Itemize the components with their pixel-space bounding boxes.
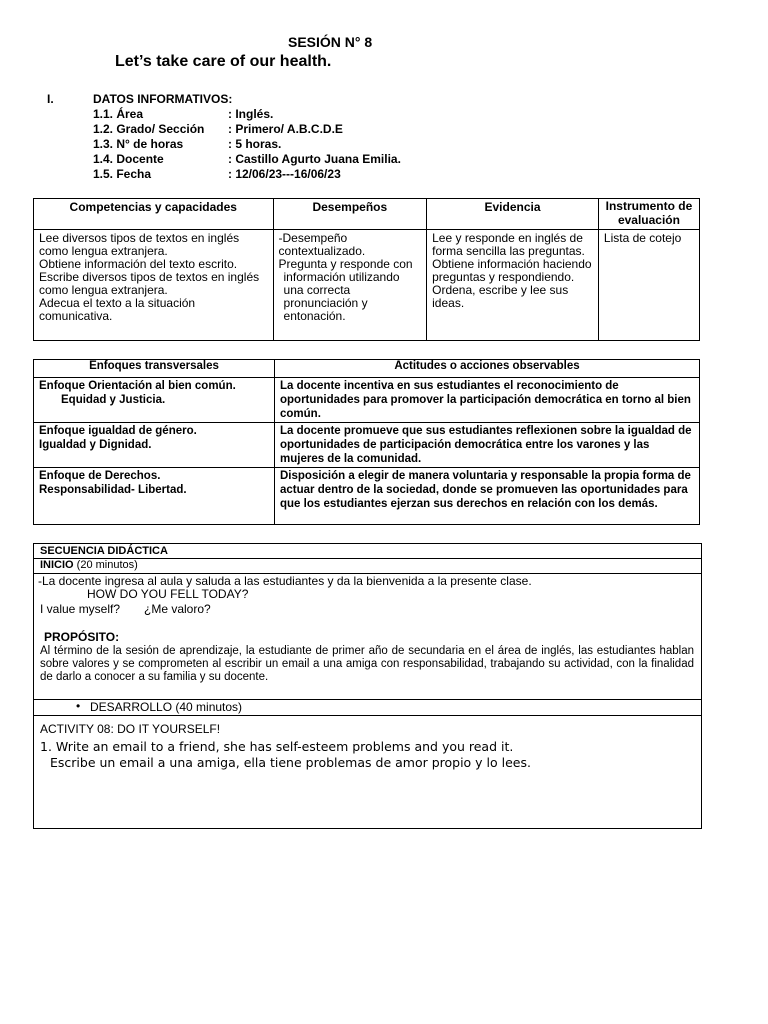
table-row	[34, 423, 700, 468]
enfoque-cell	[34, 423, 275, 468]
actitud-cell: La docente incentiva en sus estudiantes el reconocimiento de oportunidades para promover la participación democrática en torno al bien común.	[275, 378, 700, 423]
info-row-area	[93, 107, 274, 121]
competencia-item: Lee diversos tipos de textos en inglés como lengua extranjera.	[39, 231, 240, 258]
enfoque-value: Igualdad y Dignidad.	[39, 439, 152, 451]
competencias-cell	[34, 230, 274, 341]
inicio-time: (20 minutos)	[73, 559, 138, 571]
proposito-label: PROPÓSITO:	[44, 630, 120, 644]
info-label: 1.4. Docente	[93, 152, 164, 166]
desempeno-item: -Desempeño contextualizado.	[278, 231, 366, 258]
evidencia-item: Lee y responde en inglés de forma sencilla las preguntas.	[432, 231, 585, 258]
desempeno-item: Pregunta y responde con	[278, 257, 413, 271]
enfoque-name: Enfoque Orientación al bien común.	[39, 380, 236, 392]
info-value: : 12/06/23---16/06/23	[228, 167, 341, 181]
divider	[34, 715, 701, 716]
page-title: Let’s take care of our health.	[115, 53, 332, 70]
evidencia-cell	[427, 230, 599, 341]
value-en-text: I value myself?	[40, 602, 121, 616]
info-row-docente	[93, 152, 401, 166]
header-desempenos: Desempeños	[273, 199, 427, 230]
evidencia-item: Ordena, escribe y lee sus ideas.	[432, 283, 569, 310]
enfoque-cell	[34, 468, 275, 525]
secuencia-title: SECUENCIA DIDÁCTICA	[40, 545, 168, 557]
section-number: I.	[47, 92, 54, 106]
question-text: HOW DO YOU FELL TODAY?	[87, 587, 249, 601]
info-value: : Inglés.	[228, 107, 274, 121]
inicio-label: INICIO	[40, 559, 74, 571]
info-value: : Castillo Agurto Juana Emilia.	[228, 152, 401, 166]
info-label: 1.3. N° de horas	[93, 137, 184, 151]
table-row	[34, 230, 700, 341]
activity-instruction-en: 1. Write an email to a friend, she has self-esteem problems and you read it.	[40, 739, 514, 754]
desempenos-cell	[273, 230, 427, 341]
proposito-text: Al término de la sesión de aprendizaje, la estudiante de primer año de secundaria en el área de inglés, las estudiantes hablan sobre valores y se comprometen al escribir un email a una amiga con responsabilidad, trabajando su actividad, con la finalidad de darlo a conocer a su familia y su docente.	[40, 645, 694, 683]
enfoque-value: Equidad y Justicia.	[61, 394, 166, 406]
table-row	[34, 468, 700, 525]
info-label: 1.5. Fecha	[93, 167, 152, 181]
header-enfoques: Enfoques transversales	[34, 360, 275, 378]
section-title: DATOS INFORMATIVOS:	[93, 92, 233, 106]
session-title: SESIÓN N° 8	[288, 34, 373, 50]
enfoque-name: Enfoque igualdad de género.	[39, 425, 197, 437]
header-actitudes: Actitudes o acciones observables	[275, 360, 700, 378]
enfoque-value: Responsabilidad- Libertad.	[39, 484, 187, 496]
competencias-table	[33, 198, 700, 341]
activity-instruction-es: Escribe un email a una amiga, ella tiene problemas de amor propio y lo lees.	[50, 755, 531, 770]
bullet-icon: •	[76, 699, 81, 713]
competencia-item: Escribe diversos tipos de textos en inglés como lengua extranjera.	[39, 270, 260, 297]
enfoques-table	[33, 359, 700, 525]
actitud-cell: La docente promueve que sus estudiantes reflexionen sobre la igualdad de oportunidades de participación democrática entre los varones y las mujeres de la comunidad.	[275, 423, 700, 468]
desempeno-item: información utilizando una correcta pronunciación y entonación.	[283, 270, 400, 323]
info-row-horas	[93, 137, 282, 151]
info-label: 1.1. Área	[93, 107, 144, 121]
info-label: 1.2. Grado/ Sección	[93, 122, 205, 136]
enfoque-name: Enfoque de Derechos.	[39, 470, 161, 482]
info-row-grado	[93, 122, 343, 136]
value-es-text: ¿Me valoro?	[144, 602, 211, 616]
competencia-item: Adecua el texto a la situación comunicativa.	[39, 296, 196, 323]
desarrollo-label: DESARROLLO (40 minutos)	[90, 700, 243, 714]
inicio-heading	[40, 559, 138, 572]
secuencia-box	[33, 543, 702, 829]
table-header-row	[34, 360, 700, 378]
competencia-item: Obtiene información del texto escrito.	[39, 257, 238, 271]
info-value: : Primero/ A.B.C.D.E	[228, 122, 343, 136]
activity-title: ACTIVITY 08: DO IT YOURSELF!	[40, 722, 221, 736]
header-competencias: Competencias y capacidades	[34, 199, 274, 230]
header-instrumento: Instrumento de evaluación	[598, 199, 699, 230]
instrumento-cell: Lista de cotejo	[598, 230, 699, 341]
actitud-cell: Disposición a elegir de manera voluntaria y responsable la propia forma de actuar dentro de la sociedad, donde se promueven las oportunidades para que los estudiantes ejerzan sus derechos en relación con los demás.	[275, 468, 700, 525]
greeting-text: -La docente ingresa al aula y saluda a las estudiantes y da la bienvenida a la presente clase.	[38, 574, 532, 588]
header-evidencia: Evidencia	[427, 199, 599, 230]
table-row	[34, 378, 700, 423]
info-row-fecha	[93, 167, 341, 181]
table-header-row	[34, 199, 700, 230]
enfoque-cell	[34, 378, 275, 423]
evidencia-item: Obtiene información haciendo preguntas y respondiendo.	[432, 257, 592, 284]
info-value: : 5 horas.	[228, 137, 282, 151]
